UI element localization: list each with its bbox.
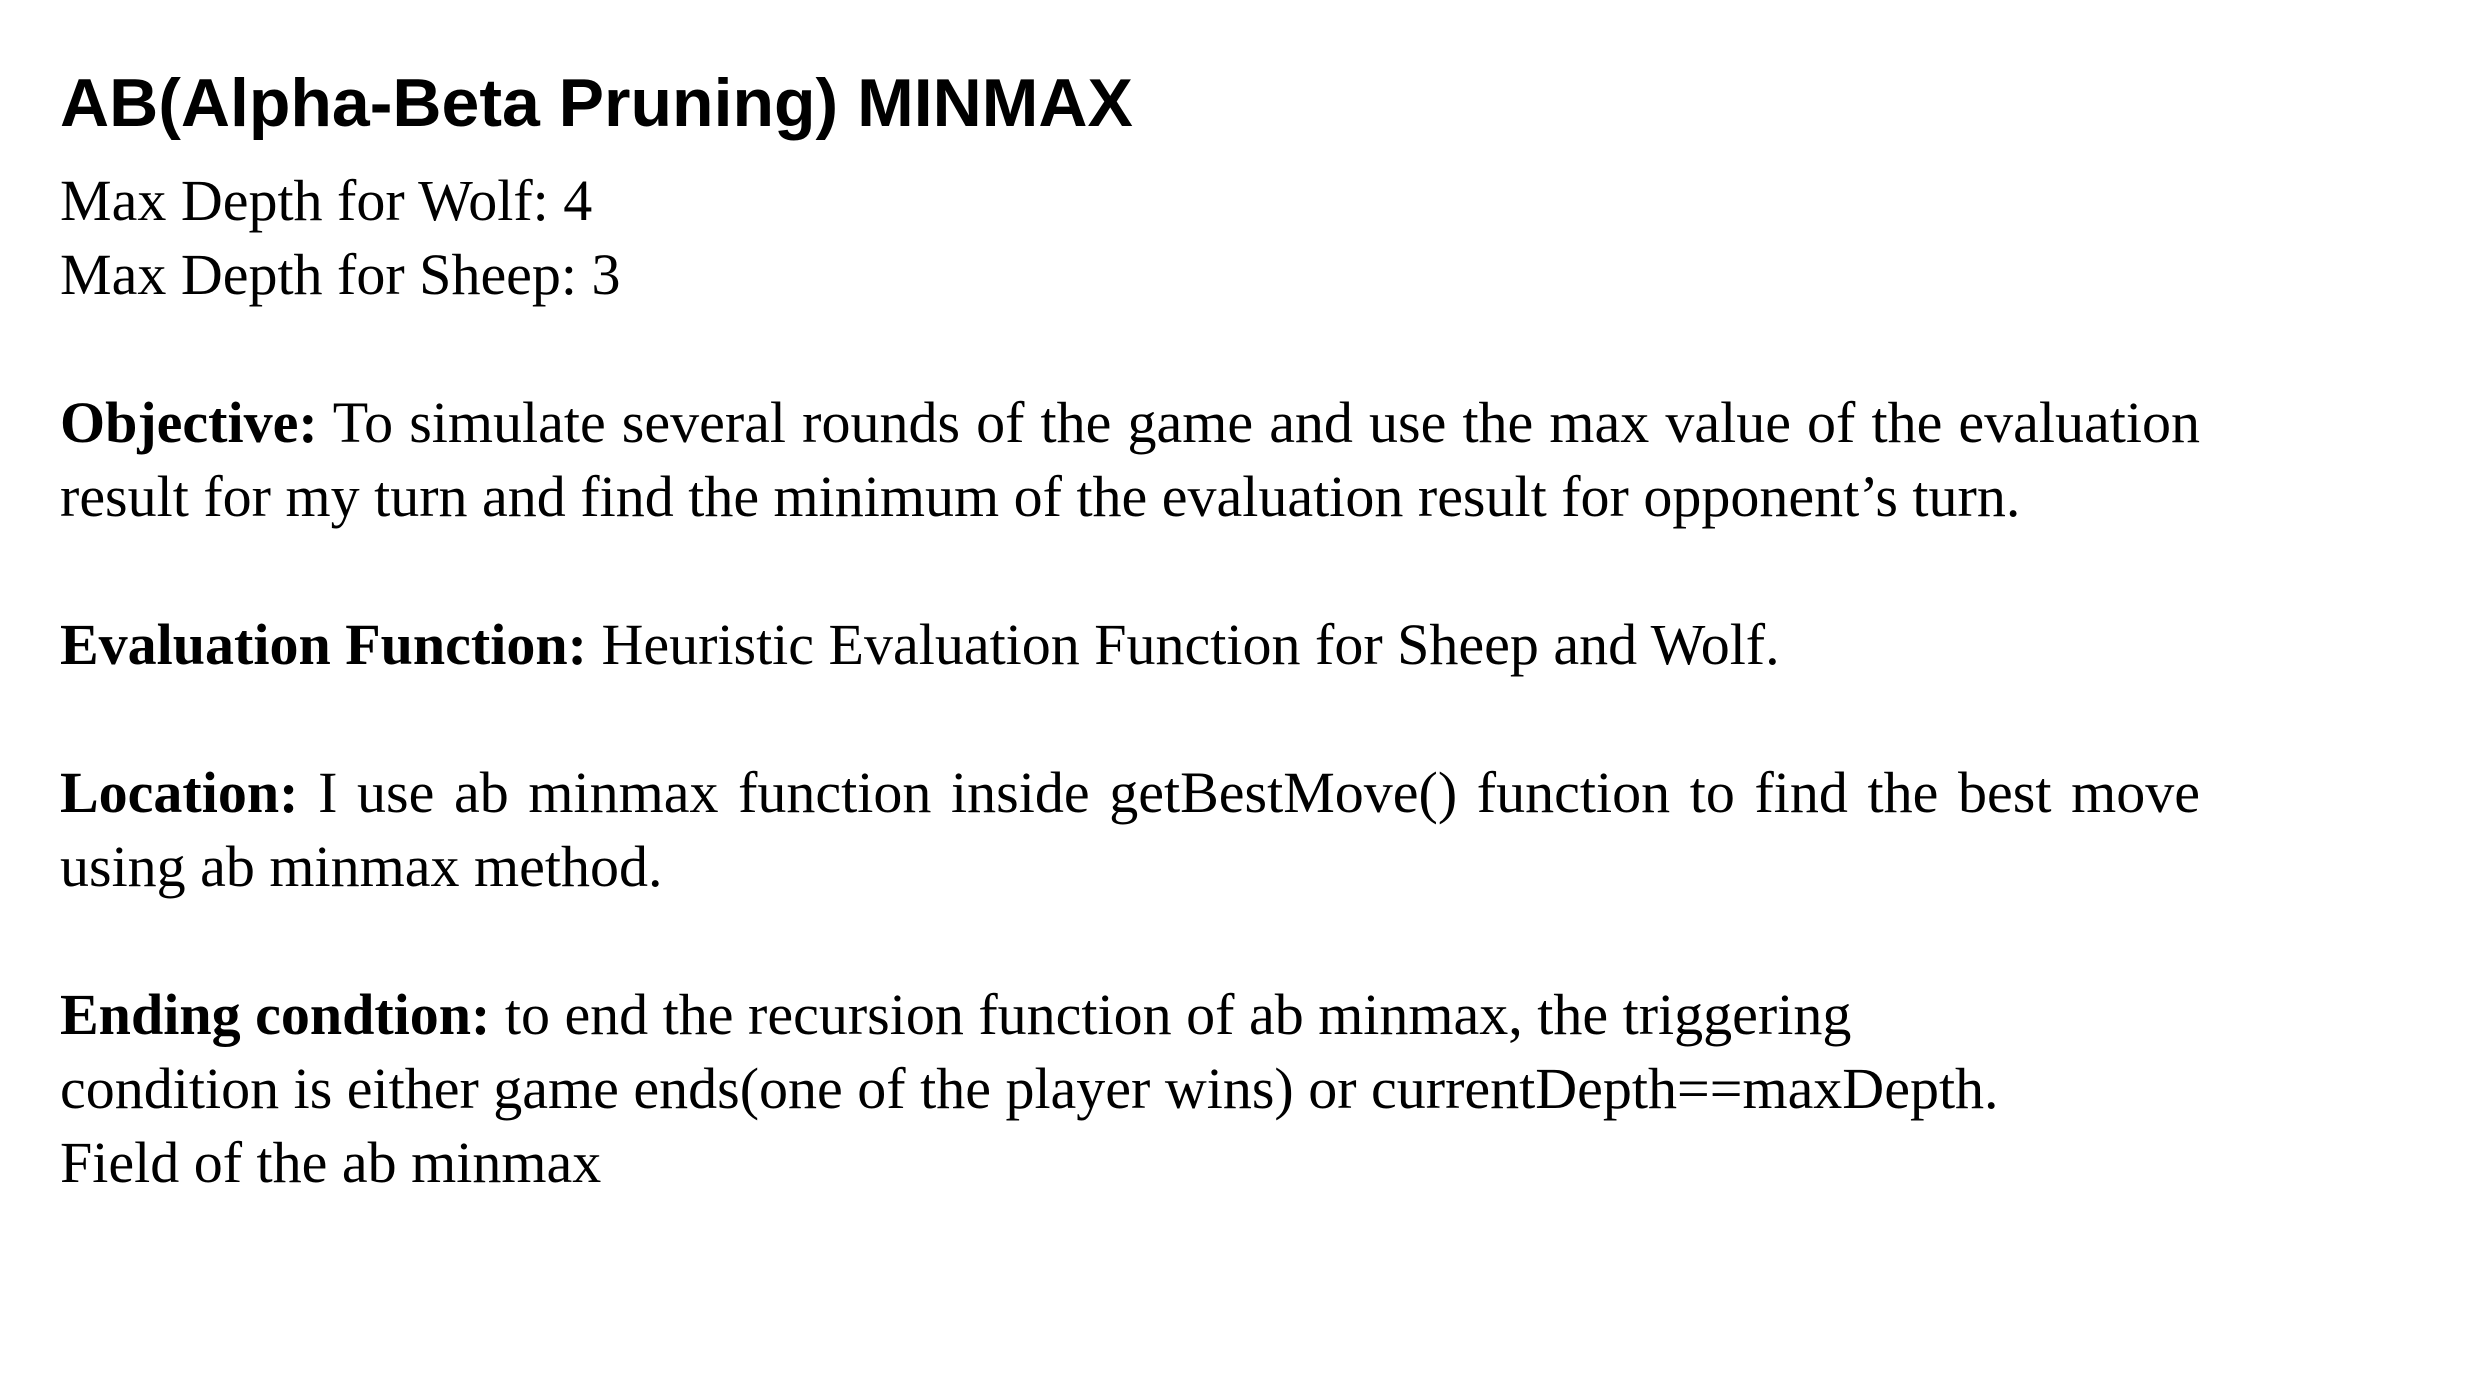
ending-condition-line-2: condition is either game ends(one of the player wins) or currentDepth==maxDepth. bbox=[60, 1056, 1999, 1121]
location-paragraph bbox=[60, 756, 2200, 904]
evaluation-function-label: Evaluation Function: bbox=[60, 612, 587, 677]
paragraph-spacer bbox=[60, 534, 2200, 608]
location-text: I use ab minmax function inside getBestMove() function to find the best move using ab minmax method. bbox=[60, 760, 2200, 899]
document-page bbox=[60, 62, 2200, 1200]
objective-text: To simulate several rounds of the game and use the max value of the evaluation result for my turn and find the minimum of the evaluation result for opponent’s turn. bbox=[60, 390, 2200, 529]
ending-condition-paragraph bbox=[60, 978, 2200, 1200]
ending-condition-line-3: Field of the ab minmax bbox=[60, 1130, 602, 1195]
ending-condition-line-1 bbox=[60, 978, 2200, 1052]
location-label: Location: bbox=[60, 760, 299, 825]
evaluation-function-paragraph bbox=[60, 608, 2200, 682]
objective-paragraph bbox=[60, 386, 2200, 534]
max-depth-wolf: Max Depth for Wolf: 4 bbox=[60, 168, 593, 233]
objective-label: Objective: bbox=[60, 390, 318, 455]
evaluation-function-text: Heuristic Evaluation Function for Sheep and Wolf. bbox=[586, 612, 1780, 677]
paragraph-spacer bbox=[60, 904, 2200, 978]
ending-condition-text-1: to end the recursion function of ab minmax, the triggering bbox=[490, 982, 1852, 1047]
document-title: AB(Alpha-Beta Pruning) MINMAX bbox=[60, 65, 1133, 141]
paragraph-spacer bbox=[60, 682, 2200, 756]
ending-condition-label: Ending condtion: bbox=[60, 982, 491, 1047]
paragraph-spacer bbox=[60, 312, 2200, 386]
document-body bbox=[60, 164, 2200, 1200]
max-depth-sheep: Max Depth for Sheep: 3 bbox=[60, 242, 621, 307]
